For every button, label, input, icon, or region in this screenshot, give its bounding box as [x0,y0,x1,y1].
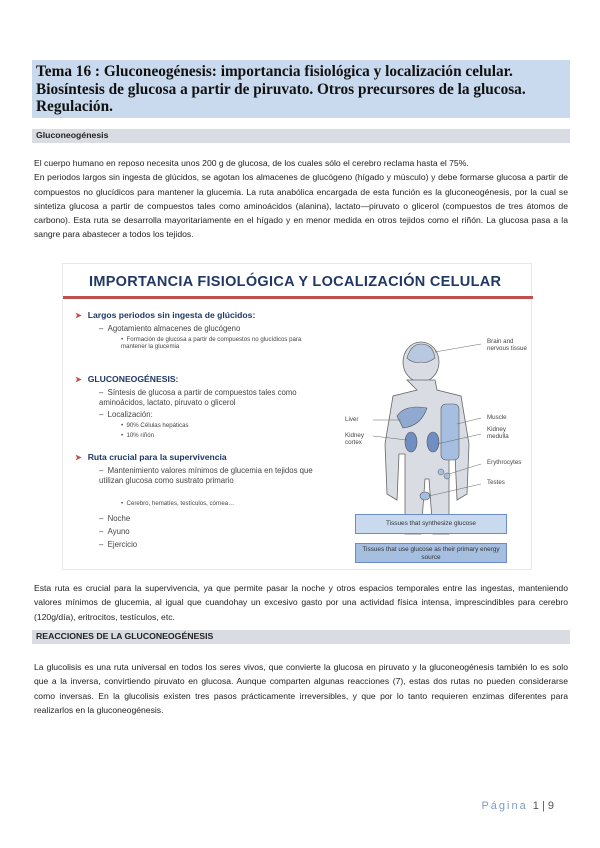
bullet-2: ➤ GLUCONEOGÉNESIS: [75,374,179,384]
arrow-bullet-icon: ➤ [75,453,82,462]
kidney-right-shape [427,432,439,452]
bullet-2-1: – Síntesis de glucosa a partir de compuestos tales como aminoácidos, lactato, piruvato o glicerol [99,388,297,407]
arrow-bullet-icon: ➤ [75,375,82,384]
document-title: Tema 16 : Gluconeogénesis: importancia fisiológica y localización celular. Biosíntesis de glucosa a partir de piruvato. Otros precursores de la glucosa. Regulación. [36,63,526,115]
label-kidney-cortex: Kidney cortex [345,432,364,446]
bullet-1-1: – Agotamiento almacenes de glucógeno [99,324,241,333]
label-muscle: Muscle [487,414,507,421]
legend-use-glucose: Tissues that use glucose as their primary energy source [355,543,507,563]
slide-figure [62,263,532,570]
reactions-paragraph: La glucolisis es una ruta universal en todos los seres vivos, que convierte la glucosa en piruvato y la gluconeogénesis también lo es solo que a la inversa, convirtiendo piruvato en glucosa. Aunque comparten algunas reacciones (7), estas dos rutas no pueden considerarse como inversas. En la glucolisis existen tres pasos prácticamente irreversibles, y que por lo tanto requieren enzimas diferentes para realizarlos en la gluconeogénesis. [34,662,568,715]
page-footer [481,800,554,812]
bullet-2-2-1: • 90% Células hepáticas [121,422,189,429]
bullet-3: ➤ Ruta crucial para la supervivencia [75,452,227,462]
section-heading-gluconeogenesis: Gluconeogénesis [32,129,570,143]
bullet-1-1-1: • Formación de glucosa a partir de compuestos no glucídicos para mantener la glucemia [121,336,302,351]
bullet-2-2: – Localización: [99,410,153,419]
label-kidney-medulla: Kidney medulla [487,426,509,440]
bullet-3-2: – Noche [99,514,131,523]
label-testes: Testes [487,479,505,486]
survival-paragraph: Esta ruta es crucial para la supervivencia, ya que permite pasar la noche y otros espacios temporales entre las ingestas, manteniendo valores mínimos de glucemia, al igual que cuandohay un excesivo gasto por una actividad física intensa, imprescindibles para cerebro (120g/día), eritrocitos, testículos, etc. [34,583,568,622]
page-number: 1 | 9 [532,800,554,812]
label-liver: Liver [345,416,359,423]
intro-line: El cuerpo humano en reposo necesita unos 200 g de glucosa, de los cuales sólo el cerebro reclama hasta el 75%. [34,158,469,168]
arrow-bullet-icon: ➤ [75,311,82,320]
label-brain: Brain and nervous tissue [487,338,527,352]
section-heading-reactions: REACCIONES DE LA GLUCONEOGÉNESIS [32,630,570,644]
bullet-3-3: – Ayuno [99,527,130,536]
legend-synthesize: Tissues that synthesize glucose [355,514,507,534]
intro-body: En periodos largos sin ingesta de glúcidos, se agotan los almacenes de glucógeno (hígado y músculo) y debe formarse glucosa a partir de compuestos no glucídicos para mantener la glucemia. La ruta anabólica encargada de esta función es la gluconeogénesis, por la cual se sintetiza glucosa a partir de compuestos tales como aminoácidos (alanina), lactato—piruvato o glicerol (compuestos de tres átomos de carbono). Esta ruta se desarrolla mayoritariamente en el hígado y en menor medida en otros tejidos como el riñón. La glucosa pasa a la sangre para abastecer a todos los tejidos. [34,172,568,240]
title-band [32,60,570,118]
footer-label: Página [481,800,528,812]
slide-divider [63,296,533,299]
bullet-3-4: – Ejercicio [99,540,138,549]
erythrocyte-shape [438,469,444,475]
label-erythrocytes: Erythrocytes [487,459,522,466]
testes-shape [420,492,430,500]
intro-paragraph [34,156,568,242]
bullet-1: ➤ Largos periodos sin ingesta de glúcidos: [75,310,256,320]
kidney-left-shape [405,432,417,452]
bullet-3-1-1: • Cerebro, hematíes, testículos, córnea… [121,500,235,507]
muscle-shape [441,404,459,460]
slide-title: IMPORTANCIA FISIOLÓGICA Y LOCALIZACIÓN CELULAR [89,274,502,290]
bullet-3-1: – Mantenimiento valores mínimos de glucemia en tejidos que utilizan glucosa como sustrato primario [99,466,313,485]
bullet-2-2-2: • 10% riñón [121,432,154,439]
